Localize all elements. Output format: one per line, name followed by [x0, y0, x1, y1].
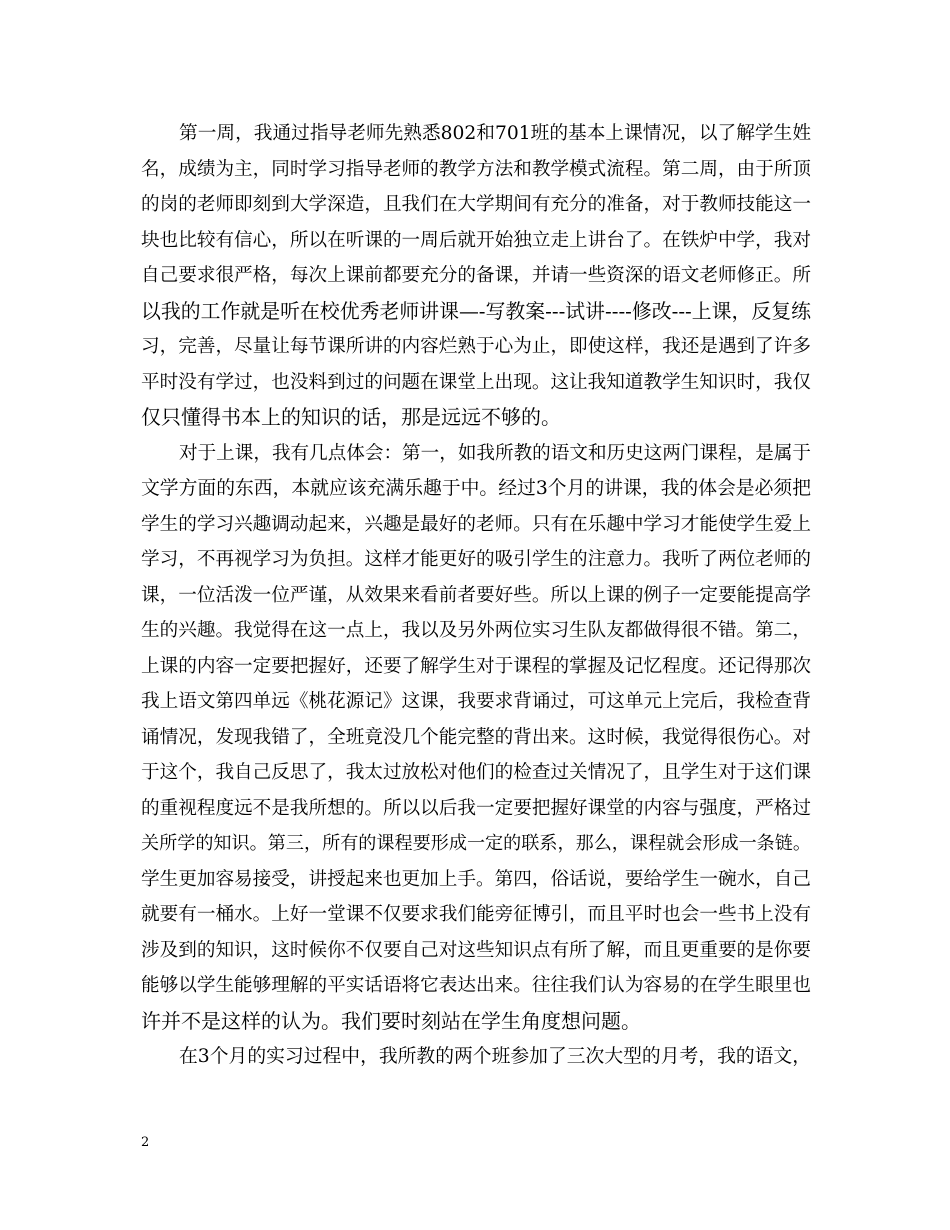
text-line: 的岗的老师即刻到大学深造，且我们在大学期间有充分的准备，对于教师技能这一: [141, 194, 811, 215]
text-line: 学生的学习兴趣调动起来，兴趣是最好的老师。只有在乐趣中学习才能使学生爱上: [141, 513, 811, 535]
text-line: 涉及到的知识，这时候你不仅要自己对这些知识点有所了解，而且更重要的是你要: [141, 939, 811, 961]
text-line: 块也比较有信心，所以在听课的一周后就开始独立走上讲台了。在铁炉中学，我对: [141, 229, 811, 251]
text-line: 第一周，我通过指导老师先熟悉802和701班的基本上课情况，以了解学生姓: [179, 123, 811, 144]
text-line: 的重视程度远不是我所想的。所以以后我一定要把握好课堂的内容与强度，严格过: [141, 797, 811, 819]
text-line: 以我的工作就是听在校优秀老师讲课—-写教案---试讲----修改---上课，反复练: [141, 299, 811, 323]
text-line: 关所学的知识。第三，所有的课程要形成一定的联系，那么，课程就会形成一条链。: [141, 833, 811, 854]
text-line: 课，一位活泼一位严谨，从效果来看前者要好些。所以上课的例子一定要能提高学: [141, 584, 811, 606]
text-line: 能够以学生能够理解的平实话语将它表达出来。往往我们认为容易的在学生眼里也: [141, 975, 811, 996]
text-line: 学习，不再视学习为负担。这样才能更好的吸引学生的注意力。我听了两位老师的: [141, 549, 811, 570]
text-line: 对于上课，我有几点体会：第一，如我所教的语文和历史这两门课程，是属于: [179, 442, 811, 464]
text-line: 上课的内容一定要把握好，还要了解学生对于课程的掌握及记忆程度。还记得那次: [141, 655, 811, 677]
text-line: 在3个月的实习过程中，我所教的两个班参加了三次大型的月考，我的语文，: [179, 1046, 811, 1067]
text-line: 仅只懂得书本上的知识的话，那是远远不够的。: [141, 405, 561, 429]
text-line: 许并不是这样的认为。我们要时刻站在学生角度想问题。: [141, 1008, 641, 1033]
text-line: 生的兴趣。我觉得在这一点上，我以及另外两位实习生队友都做得很不错。第二，: [141, 620, 811, 641]
text-line: 学生更加容易接受，讲授起来也更加上手。第四，俗话说，要给学生一碗水，自己: [141, 868, 811, 890]
text-line: 名，成绩为主，同时学习指导老师的教学方法和教学模式流程。第二周，由于所顶: [141, 158, 811, 180]
page-number: 2: [141, 1135, 150, 1150]
document-body: [141, 116, 811, 1075]
text-line: 平时没有学过，也没料到过的问题在课堂上出现。这让我知道教学生知识时，我仅: [141, 371, 811, 393]
text-line: 文学方面的东西，本就应该充满乐趣于中。经过3个月的讲课，我的体会是必须把: [141, 478, 811, 499]
text-line: 就要有一桶水。上好一堂课不仅要求我们能旁征博引，而且平时也会一些书上没有: [141, 904, 811, 925]
text-line: 于这个，我自己反思了，我太过放松对他们的检查过关情况了，且学生对于这们课: [141, 762, 811, 783]
text-line: 习，完善，尽量让每节课所讲的内容烂熟于心为止，即使这样，我还是遇到了许多: [141, 336, 811, 357]
text-line: 我上语文第四单远《桃花源记》这课，我要求背诵过，可这单元上完后，我检查背: [141, 691, 811, 712]
text-line: 自己要求很严格，每次上课前都要充分的备课，并请一些资深的语文老师修正。所: [141, 265, 811, 286]
text-line: 诵情况，发现我错了，全班竟没几个能完整的背出来。这时候，我觉得很伤心。对: [141, 726, 811, 748]
